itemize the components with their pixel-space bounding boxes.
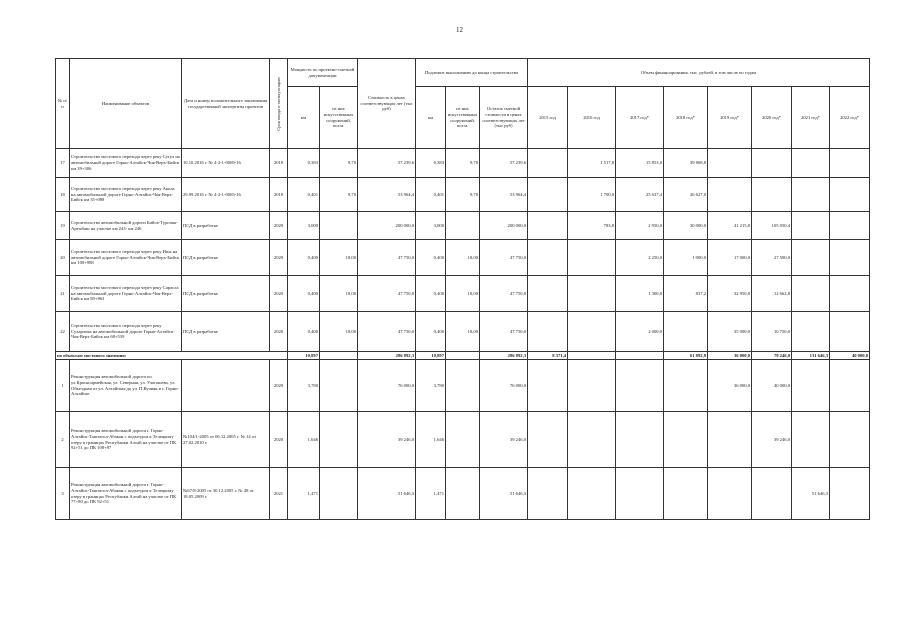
header-finance: Объем финансирования, тыс. рублей, в том числе по годам (528, 59, 870, 87)
table-cell (528, 412, 568, 468)
table-cell: 32 950,0 (708, 276, 752, 312)
table-cell (320, 360, 358, 412)
table-cell: 0,400 (416, 276, 446, 312)
table-row (56, 276, 870, 312)
table-row (56, 468, 870, 520)
table-cell: 17 (56, 149, 70, 178)
header-doc: Дата и номер положительного заключения государственной экспертизы проектов (182, 59, 270, 149)
table-cell: Строительство автомобильной дороги Бийск-Турочак-Артыбаш на участке км 243- км 246 (70, 212, 182, 240)
table-cell: 41 215,8 (708, 212, 752, 240)
header-artificial-2: из них искусственных сооружений, пог.м. (446, 87, 480, 149)
table-cell (830, 312, 870, 352)
table-cell: 1 300,0 (616, 276, 664, 312)
table-cell: 9,70 (446, 178, 480, 212)
table-cell (792, 360, 830, 412)
table-cell: 0,400 (416, 312, 446, 352)
header-year: 2017 год* (616, 87, 664, 149)
table-cell: 53 964,4 (480, 178, 528, 212)
table-cell: 0,401 (288, 178, 320, 212)
table-cell: 18,00 (446, 276, 480, 312)
table-cell (708, 149, 752, 178)
table-cell: 18 (56, 178, 70, 212)
table-cell (830, 149, 870, 178)
table-cell: №104/1-2005 от 06.12.2005 г. № 14 от 27.02.2010 г. (182, 412, 270, 468)
table-cell: 17 000,0 (708, 240, 752, 276)
table-cell: 47 750,0 (480, 276, 528, 312)
table-cell (792, 240, 830, 276)
table-cell (664, 412, 708, 468)
table-cell (616, 360, 664, 412)
total-row (56, 352, 870, 360)
table-cell: 2020 (270, 212, 288, 240)
table-cell: 40 000,0 (830, 352, 870, 360)
table-cell: 837,2 (664, 276, 708, 312)
table-cell: 0,400 (288, 240, 320, 276)
table-cell: 76 000,0 (358, 360, 416, 412)
table-cell (528, 312, 568, 352)
table-cell: 20 (56, 240, 70, 276)
table-cell: 47 750,0 (358, 240, 416, 276)
table-cell: 40 000,0 (752, 360, 792, 412)
table-cell (830, 212, 870, 240)
table-cell: 8 371,4 (528, 352, 568, 360)
table-cell (568, 276, 616, 312)
table-cell (528, 360, 568, 412)
table-cell: Реконструкция автомобильной дороги г. Горно-Алтайск-Таштагол-Абакан с подъездом к Телецкому озеру в границах Республики Алтай на участке от ПК 77+80 до ПК 92+51 (70, 468, 182, 520)
table-cell (568, 312, 616, 352)
header-remaining-cost: Остаток сметной стоимости в ценах соответствующих лет (тыс руб) (480, 87, 528, 149)
table-cell: 9,70 (320, 178, 358, 212)
table-cell: 200 000,0 (480, 212, 528, 240)
table-cell: 0,401 (416, 178, 446, 212)
table-cell: 35 000,0 (708, 312, 752, 352)
table-cell (320, 352, 358, 360)
table-cell: 3,780 (416, 360, 446, 412)
table-cell: 0,383 (416, 149, 446, 178)
table-cell: 0,400 (288, 312, 320, 352)
table-cell: Реконструкция автомобильной дороги г. Горно-Алтайск-Таштагол-Абакан с подъездом к Телецкому озеру в границах Республики Алтай на участке от ПК 92+51 до ПК 108+97 (70, 412, 182, 468)
table-body (56, 149, 870, 520)
table-cell: 783,8 (568, 212, 616, 240)
table-cell (528, 149, 568, 178)
table-cell: 22 (56, 312, 70, 352)
table-cell (446, 468, 480, 520)
table-cell (792, 178, 830, 212)
table-cell: 39 246,0 (752, 412, 792, 468)
table-cell: 2 (56, 412, 70, 468)
table-cell: 1,471 (416, 468, 446, 520)
table-cell: 2020 (270, 276, 288, 312)
table-cell (568, 468, 616, 520)
table-cell (664, 360, 708, 412)
table-cell: 3 (56, 468, 70, 520)
table-cell (528, 468, 568, 520)
finance-table (55, 58, 870, 520)
table-cell (528, 240, 568, 276)
table-cell: ПСД в разработке (182, 312, 270, 352)
table-cell: 9,70 (446, 149, 480, 178)
table-cell: 76 000,0 (480, 360, 528, 412)
header-artificial: из них искусственных сооружений, пог.м. (320, 87, 358, 149)
table-cell: 9,70 (320, 149, 358, 178)
table-cell (752, 178, 792, 212)
header-name: Наименование объектов (70, 59, 182, 149)
page-number: 12 (456, 26, 463, 34)
header-year: 2015 год (528, 87, 568, 149)
table-cell: 19 (56, 212, 70, 240)
table-cell: 3,000 (416, 212, 446, 240)
table-cell: Строительство мостового перехода через реку Иша на автомобильной дороге Горно-Алтайск-Чоя-Верх-Бийск км 100+988 (70, 240, 182, 276)
header-year: 2019 год* (708, 87, 752, 149)
table-cell: 0,383 (288, 149, 320, 178)
table-cell: 2020 (270, 360, 288, 412)
table-cell: 1 700,0 (568, 178, 616, 212)
table-row (56, 360, 870, 412)
header-year: 2016 год (568, 87, 616, 149)
table-cell: Строительство мостового перехода через реку Сухарлока на автомобильной дороге Горно-Алтайск-Чоя-Верх-Бийск км 68+539 (70, 312, 182, 352)
table-cell (446, 412, 480, 468)
table-cell (446, 360, 480, 412)
table-row (56, 178, 870, 212)
table-cell: 39 868,8 (664, 149, 708, 178)
table-cell (752, 468, 792, 520)
table-cell (616, 468, 664, 520)
table-cell: 1,646 (288, 412, 320, 468)
table-cell (616, 352, 664, 360)
header-year: 2018 год* (664, 87, 708, 149)
table-cell (830, 240, 870, 276)
table-cell: 18,00 (320, 276, 358, 312)
table-cell (528, 276, 568, 312)
table-cell: 1 (56, 360, 70, 412)
table-cell (708, 412, 752, 468)
header-year: 2022 год* (830, 87, 870, 149)
table-cell (568, 412, 616, 468)
header-remaining: Подлежит выполнению до конца строительства (416, 59, 528, 87)
table-row (56, 240, 870, 276)
table-cell: 2018 (270, 149, 288, 178)
table-cell: 1,471 (288, 468, 320, 520)
total-label: по объектам мостового значения: (56, 352, 288, 360)
table-cell: 3,000 (288, 212, 320, 240)
table-cell (792, 412, 830, 468)
table-cell: 10 750,0 (752, 312, 792, 352)
table-cell: 0,400 (288, 276, 320, 312)
table-cell: 57 239,6 (480, 149, 528, 178)
table-cell: 79 246,0 (752, 352, 792, 360)
table-cell: 25 637,4 (616, 178, 664, 212)
table-cell: 39 246,0 (358, 412, 416, 468)
table-cell (830, 178, 870, 212)
table-cell: 18,00 (320, 240, 358, 276)
table-cell (792, 149, 830, 178)
table-cell: 18,00 (446, 312, 480, 352)
table-cell (792, 312, 830, 352)
table-cell: 1,646 (416, 412, 446, 468)
table-row (56, 149, 870, 178)
table-cell: 1 000,0 (664, 240, 708, 276)
table-cell: 0,400 (416, 240, 446, 276)
table-cell: Строительство мостового перехода через реку Сугул на автомобильной дороге Горно-Алтайск-Чоя-Верх-Бийск км 39+306 (70, 149, 182, 178)
table-cell: 18,00 (320, 312, 358, 352)
table-cell: 27 500,0 (752, 240, 792, 276)
table-cell: 10,897 (416, 352, 446, 360)
table-cell (664, 468, 708, 520)
table-cell (616, 412, 664, 468)
table-cell (320, 412, 358, 468)
table-row (56, 312, 870, 352)
table-cell: 131 646,3 (792, 352, 830, 360)
table-cell: 39 246,0 (480, 412, 528, 468)
header-year: 2021 год* (792, 87, 830, 149)
table-cell (446, 212, 480, 240)
table-cell: 286 892,3 (480, 352, 528, 360)
table-cell: ПСД в разработке (182, 212, 270, 240)
table-cell: 47 750,0 (480, 240, 528, 276)
table-cell (664, 312, 708, 352)
table-cell (528, 178, 568, 212)
table-cell: 2 950,0 (616, 212, 664, 240)
table-cell: 2020 (270, 240, 288, 276)
table-cell: 1 517,8 (568, 149, 616, 178)
table-cell (830, 412, 870, 468)
table-cell (568, 240, 616, 276)
table-cell: 18,00 (446, 240, 480, 276)
table-cell: 51 646,3 (358, 468, 416, 520)
table-cell (708, 468, 752, 520)
table-cell: 47 750,0 (358, 312, 416, 352)
table-cell: 26 627,0 (664, 178, 708, 212)
table-cell: 2020 (270, 312, 288, 352)
table-cell: 10,897 (288, 352, 320, 360)
table-cell: 105 050,4 (752, 212, 792, 240)
table-cell: 57 239,6 (358, 149, 416, 178)
table-cell: 36 000,0 (708, 360, 752, 412)
table-cell: Строительство мостового перехода через реку Акола на автомобильной дороге Горно-Алтайск-Чоя-Верх-Бийск км 35+088 (70, 178, 182, 212)
table-cell: 47 750,0 (358, 276, 416, 312)
table-row (56, 212, 870, 240)
table-cell: 286 892,3 (358, 352, 416, 360)
table-cell (830, 468, 870, 520)
table-cell: 29.09.2016 г. № 4-2-1-0065-16 (182, 178, 270, 212)
table-cell: Реконструкция автомобильной дороги по ул.Красноармейская, ул. Северная, ул. Улагашева, ул. Объездная от ул. Алтайская до ул. П.Кучияк в г. Горно-Алтайске (70, 360, 182, 412)
table-cell: 200 000,0 (358, 212, 416, 240)
table-cell: 30 000,0 (664, 212, 708, 240)
table-cell: ПСД в разработке (182, 276, 270, 312)
table-cell: 2018 (270, 178, 288, 212)
header-capacity: Мощность по проектно-сметной документации (288, 59, 358, 87)
table-cell (792, 276, 830, 312)
table-cell: 12 662,8 (752, 276, 792, 312)
table-cell (320, 468, 358, 520)
header-km-2: км (416, 87, 446, 149)
table-cell (708, 178, 752, 212)
table-cell: 15 853,0 (616, 149, 664, 178)
table-cell: 36 000,0 (708, 352, 752, 360)
table-cell: 2020 (270, 412, 288, 468)
table-cell (830, 276, 870, 312)
table-cell: 2021 (270, 468, 288, 520)
table-cell: 51 646,3 (792, 468, 830, 520)
table-cell: 2 000,0 (616, 312, 664, 352)
header-cost: Стоимость в ценах соответствующих лет (тыс руб) (358, 59, 416, 149)
table-cell (792, 212, 830, 240)
table-cell: 3,780 (288, 360, 320, 412)
table-cell: 47 750,0 (480, 312, 528, 352)
header-term: Срок ввода в эксплуатацию (275, 76, 281, 131)
table-cell: 61 892,8 (664, 352, 708, 360)
table-cell (528, 212, 568, 240)
table-cell: Строительство мостового перехода через реку Сарасла на автомобильной дороге Горно-Алтайск-Чоя-Верх-Бийск км 89+863 (70, 276, 182, 312)
table-cell (320, 212, 358, 240)
header-km: км (288, 87, 320, 149)
table-cell (446, 352, 480, 360)
table-cell: 21 (56, 276, 70, 312)
table-cell: 51 646,3 (480, 468, 528, 520)
table-row (56, 412, 870, 468)
table-cell (568, 352, 616, 360)
table-cell: 10.10.2016 г. № 4-2-1-0069-16 (182, 149, 270, 178)
table-cell (182, 360, 270, 412)
table-cell: 2 250,0 (616, 240, 664, 276)
table-cell: №67/8-2005 от 30.12.2005 г. № 48 от 18.05.2009 г. (182, 468, 270, 520)
table-cell: 53 964,4 (358, 178, 416, 212)
table-cell (568, 360, 616, 412)
table-cell (752, 149, 792, 178)
header-num: № п/п (56, 59, 70, 149)
header-year: 2020 год* (752, 87, 792, 149)
table-cell (830, 360, 870, 412)
table-cell: ПСД в разработке (182, 240, 270, 276)
